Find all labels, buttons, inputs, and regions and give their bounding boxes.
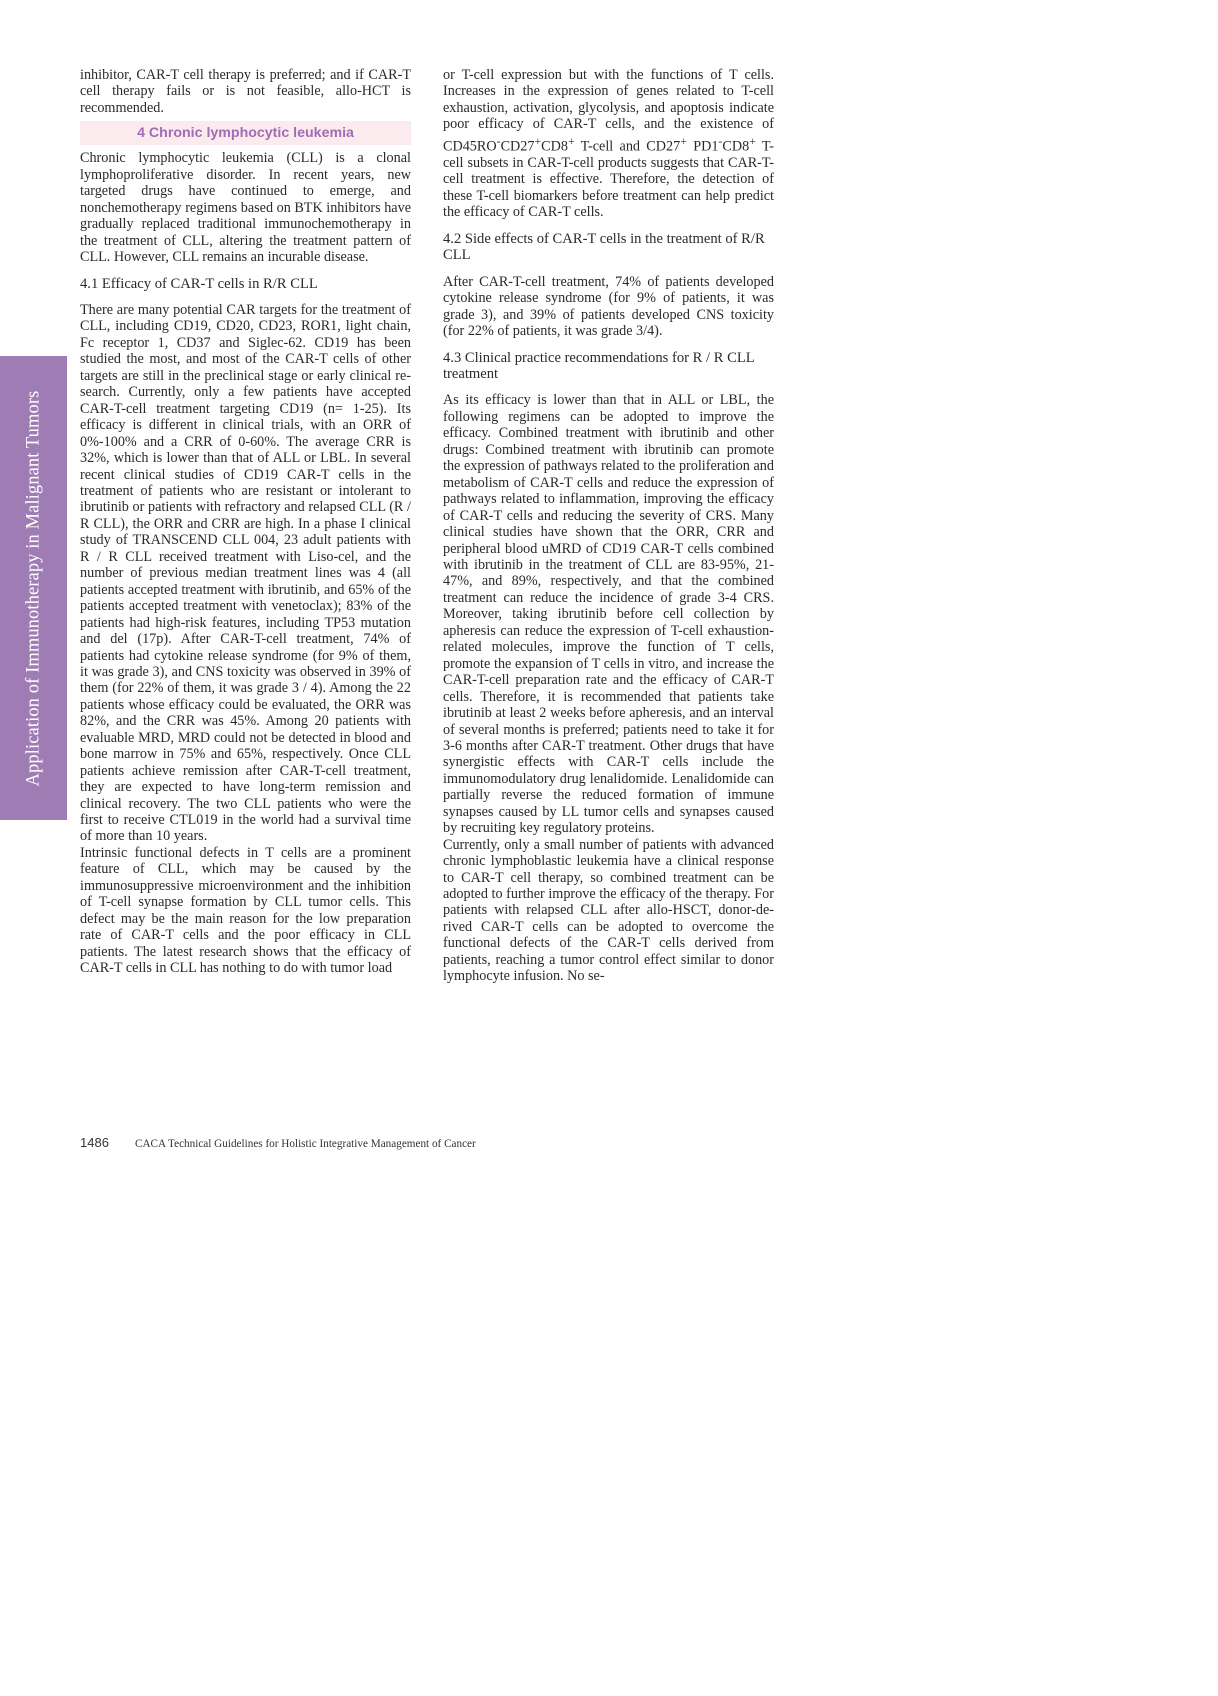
paragraph: Intrinsic functional defects in T cells are a prominent feature of CLL, which may be caused by the immunosuppressive microenvironment and the inhibition of T-cell synapse formation by CLL tumor cells. This defect may be the main reason for the low preparation rate of CAR-T cells and the poor efficacy in CLL patients. The latest research shows that the efficacy of CAR-T cells in CLL has nothing to do with tumor load bbox=[80, 844, 411, 977]
left-column bbox=[80, 67, 411, 977]
right-column bbox=[443, 67, 774, 985]
paragraph: After CAR-T-cell treatment, 74% of patients developed cytokine release syndrome (for 9% of patients, it was grade 3), and 39% of patients developed CNS toxicity (for 22% of patients, it was grade 3/4). bbox=[443, 273, 774, 340]
subsection-heading: 4.2 Side effects of CAR-T cells in the treatment of R/R CLL bbox=[443, 230, 765, 264]
text-run: CD8 bbox=[722, 138, 750, 155]
paragraph: Chronic lymphocytic leukemia (CLL) is a clonal lymphoproliferative disorder. In recent years, new targeted drugs have continued to emerge, and nonchemotherapy regimens based on BTK inhibitors have gradually replaced traditional immunochemotherapy in the treatment of CLL, altering the treatment pattern of CLL. However, CLL remains an incurable disease. bbox=[80, 150, 411, 266]
side-tab-label: Application of Immunotherapy in Malignant Tumors bbox=[23, 390, 43, 786]
section-title: 4 Chronic lymphocytic leukemia bbox=[80, 121, 411, 145]
paragraph: inhibitor, CAR-T cell therapy is preferred; and if CAR-T cell therapy fails or is not feasible, allo-HCT is recommended. bbox=[80, 67, 411, 116]
page-number: 1486 bbox=[80, 1135, 109, 1150]
paragraph: There are many potential CAR targets for the treatment of CLL, including CD19, CD20, CD23, ROR1, light chain, Fc receptor 1, CD37 and Siglec-62. CD19 has been studied the most, and most of the CAR-T cells of other targets are still in the preclinical stage or early clinical research. Currently, only a few patients have accepted CAR-T-cell treatment targeting CD19 (n= 1-25). Its efficacy is different in clinical trials, with an ORR of 0%-100% and a CRR of 0-60%. The average CRR is 32%, which is lower than that of ALL or LBL. In several recent clinical studies of CD19 CAR-T cells in the treatment of patients who are resistant or intolerant to ibrutinib or patients with refractory and relapsed CLL (R / R CLL), the ORR and CRR are high. In a phase I clinical study of TRANSCEND CLL 004, 23 adult patients with R / R CLL received treatment with Liso-cel, and the number of previous median treatment lines was 4 (all patients accepted treatment with ibrutinib, and 65% of the patients accepted treatment with venetoclax); 83% of the patients had high-risk features, including TP53 mutation and del (17p). After CAR-T-cell treatment, 74% of patients had cytokine release syndrome (for 9% of them, it was grade 3), and CNS toxicity was observed in 39% of them (for 22% of them, it was grade 3 / 4). Among the 22 patients whose efficacy could be evaluated, the ORR was 82%, and the CRR was 45%. Among 20 patients with evaluable MRD, MRD could not be detected in blood and bone marrow in 75% and 65%, respectively. Once CLL patients achieve remission after CAR-T-cell treatment, they are expected to have long-term remission and clinical recovery. The two CLL patients who were the first to receive CTL019 in the world had a survival time of more than 10 years. bbox=[80, 301, 411, 845]
superscript: - bbox=[718, 133, 723, 148]
text-run: or T-cell expression but with the functions of T cells. Increases in the expression of genes related to T-cell exhaustion, activation, glycolysis, and apoptosis indicate poor efficacy of CAR-T cells, and the existence of CD45RO bbox=[443, 67, 774, 155]
superscript: + bbox=[749, 133, 756, 148]
text-run: T-cell and CD27 bbox=[574, 138, 681, 155]
text-run: T-cell subsets in CAR-T-cell products suggests that CAR-T-cell treatment is effective. Therefore, the detection of these T-cell biomarkers before treatment can help predict the efficacy of CAR-T cells. bbox=[443, 138, 774, 221]
subsection-heading: 4.1 Efficacy of CAR-T cells in R/R CLL bbox=[80, 275, 318, 292]
superscript: + bbox=[534, 133, 542, 148]
paragraph: Currently, only a small number of patients with advanced chronic lymphoblastic leukemia have a clinical response to CAR-T cell therapy, so combined treatment can be adopted to further improve the efficacy of the therapy. For patients with relapsed CLL after allo-HSCT, donor-derived CAR-T cells can be adopted to overcome the functional defects of the CAR-T cells derived from patients, reaching a tumor control effect similar to donor lymphocyte infusion. No se- bbox=[443, 836, 774, 985]
paragraph: As its efficacy is lower than that in ALL or LBL, the following regimens can be adopted to improve the efficacy. Combined treatment with ibrutinib and other drugs: Combined treatment with ibrutinib can promote the expression of pathways related to the proliferation and metabolism of CAR-T cells and reduce the expression of pathways related to inflammation, improving the efficacy of CAR-T cells and reducing the severity of CRS. Many clinical studies have shown that the ORR, CRR and peripheral blood uMRD of CD19 CAR-T cells combined with ibrutinib in the treatment of CLL are 83-95%, 21-47%, and 89%, respectively, and that the combined treatment can reduce the incidence of grade 3-4 CRS. Moreover, taking ibrutinib before cell collection by apheresis can reduce the expression of T-cell exhaustion-related molecules, improve the function of T cells, promote the expansion of T cells in vitro, and increase the CAR-T-cell preparation rate and the efficacy of CAR-T cells. Therefore, it is recommended that patients take ibrutinib at least 2 weeks before apheresis, and an interval of several months is preferred; patients need to take it for 3-6 months after CAR-T treatment. Other drugs that have synergistic effects with CAR-T cells include the immunomodulatory drug lenalidomide. Lenalidomide can partially reverse the reduced formation of immune synapses caused by LL tumor cells and synapses caused by recruiting key regulatory proteins. bbox=[443, 392, 774, 837]
text-run: PD1 bbox=[686, 138, 719, 155]
superscript: + bbox=[567, 133, 575, 148]
text-run: CD8 bbox=[541, 138, 568, 155]
superscript: + bbox=[680, 133, 687, 148]
paragraph bbox=[443, 67, 774, 221]
superscript: - bbox=[496, 133, 501, 148]
side-tab bbox=[0, 356, 67, 820]
text-run: CD27 bbox=[500, 138, 535, 155]
subsection-heading: 4.3 Clinical practice recommendations for R / R CLL treatment bbox=[443, 349, 755, 382]
page-footer bbox=[80, 1135, 476, 1150]
journal-title: CACA Technical Guidelines for Holistic Integrative Management of Cancer bbox=[135, 1138, 476, 1150]
